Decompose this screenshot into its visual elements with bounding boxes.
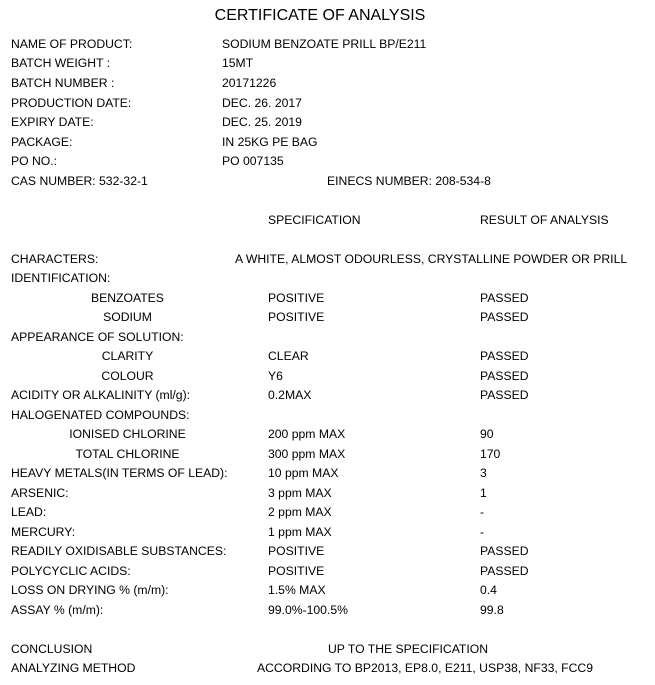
colour-spec: Y6: [268, 369, 283, 383]
clarity-spec: CLEAR: [268, 349, 309, 363]
polycyclic-acids-label: POLYCYCLIC ACIDS:: [11, 564, 131, 578]
appearance-label: APPEARANCE OF SOLUTION:: [11, 330, 184, 344]
specification-header: SPECIFICATION: [268, 213, 361, 227]
result-header: RESULT OF ANALYSIS: [480, 213, 609, 227]
product-name-value: SODIUM BENZOATE PRILL BP/E211: [222, 37, 427, 51]
analyzing-method-label: ANALYZING METHOD: [11, 661, 136, 675]
sodium-spec: POSITIVE: [268, 310, 325, 324]
einecs-number: EINECS NUMBER: 208-534-8: [327, 174, 491, 188]
loss-on-drying-spec: 1.5% MAX: [268, 583, 326, 597]
loss-on-drying-result: 0.4: [480, 583, 497, 597]
colour-result: PASSED: [480, 369, 529, 383]
conclusion-value: UP TO THE SPECIFICATION: [328, 642, 489, 656]
assay-result: 99.8: [480, 603, 504, 617]
lead-spec: 2 ppm MAX: [268, 505, 332, 519]
ionised-chlorine-label: IONISED CHLORINE: [69, 427, 186, 441]
product-name-label: NAME OF PRODUCT:: [11, 37, 133, 51]
colour-label: COLOUR: [101, 369, 154, 383]
package-label: PACKAGE:: [11, 135, 73, 149]
po-number-label: PO NO.:: [11, 154, 58, 168]
identification-label: IDENTIFICATION:: [11, 271, 111, 285]
mercury-result: -: [480, 525, 485, 539]
analyzing-method-value: ACCORDING TO BP2013, EP8.0, E211, USP38, NF33, FCC9: [257, 661, 593, 675]
benzoates-label: BENZOATES: [91, 291, 164, 305]
acidity-spec: 0.2MAX: [268, 388, 312, 402]
heavy-metals-result: 3: [480, 466, 487, 480]
cas-number: CAS NUMBER: 532-32-1: [11, 174, 148, 188]
assay-spec: 99.0%-100.5%: [268, 603, 348, 617]
production-date-value: DEC. 26. 2017: [222, 96, 302, 110]
mercury-spec: 1 ppm MAX: [268, 525, 332, 539]
ionised-chlorine-result: 90: [480, 427, 494, 441]
benzoates-spec: POSITIVE: [268, 291, 325, 305]
assay-label: ASSAY % (m/m):: [11, 603, 104, 617]
page-title: CERTIFICATE OF ANALYSIS: [214, 7, 426, 24]
production-date-label: PRODUCTION DATE:: [11, 96, 132, 110]
arsenic-result: 1: [480, 486, 487, 500]
expiry-date-value: DEC. 25. 2019: [222, 115, 302, 129]
oxidisable-substances-result: PASSED: [480, 544, 529, 558]
total-chlorine-label: TOTAL CHLORINE: [75, 447, 180, 461]
total-chlorine-result: 170: [480, 447, 501, 461]
polycyclic-acids-spec: POSITIVE: [268, 564, 325, 578]
characters-label: CHARACTERS:: [11, 252, 99, 266]
mercury-label: MERCURY:: [11, 525, 76, 539]
batch-weight-value: 15MT: [222, 56, 254, 70]
lead-result: -: [480, 505, 485, 519]
arsenic-spec: 3 ppm MAX: [268, 486, 332, 500]
package-value: IN 25KG PE BAG: [222, 135, 318, 149]
total-chlorine-spec: 300 ppm MAX: [268, 447, 346, 461]
halogenated-label: HALOGENATED COMPOUNDS:: [11, 408, 190, 422]
clarity-result: PASSED: [480, 349, 529, 363]
po-number-value: PO 007135: [222, 154, 284, 168]
arsenic-label: ARSENIC:: [11, 486, 69, 500]
conclusion-label: CONCLUSION: [11, 642, 93, 656]
acidity-label: ACIDITY OR ALKALINITY (ml/g):: [11, 388, 191, 402]
lead-label: LEAD:: [11, 505, 47, 519]
sodium-label: SODIUM: [103, 310, 152, 324]
clarity-label: CLARITY: [101, 349, 154, 363]
oxidisable-substances-spec: POSITIVE: [268, 544, 325, 558]
heavy-metals-label: HEAVY METALS(IN TERMS OF LEAD):: [11, 466, 228, 480]
characters-value: A WHITE, ALMOST ODOURLESS, CRYSTALLINE POWDER OR PRILL: [235, 252, 628, 266]
oxidisable-substances-label: READILY OXIDISABLE SUBSTANCES:: [11, 544, 227, 558]
loss-on-drying-label: LOSS ON DRYING % (m/m):: [11, 583, 169, 597]
batch-number-label: BATCH NUMBER :: [11, 76, 115, 90]
expiry-date-label: EXPIRY DATE:: [11, 115, 94, 129]
sodium-result: PASSED: [480, 310, 529, 324]
ionised-chlorine-spec: 200 ppm MAX: [268, 427, 346, 441]
polycyclic-acids-result: PASSED: [480, 564, 529, 578]
benzoates-result: PASSED: [480, 291, 529, 305]
heavy-metals-spec: 10 ppm MAX: [268, 466, 339, 480]
batch-weight-label: BATCH WEIGHT :: [11, 56, 111, 70]
batch-number-value: 20171226: [222, 76, 277, 90]
acidity-result: PASSED: [480, 388, 529, 402]
